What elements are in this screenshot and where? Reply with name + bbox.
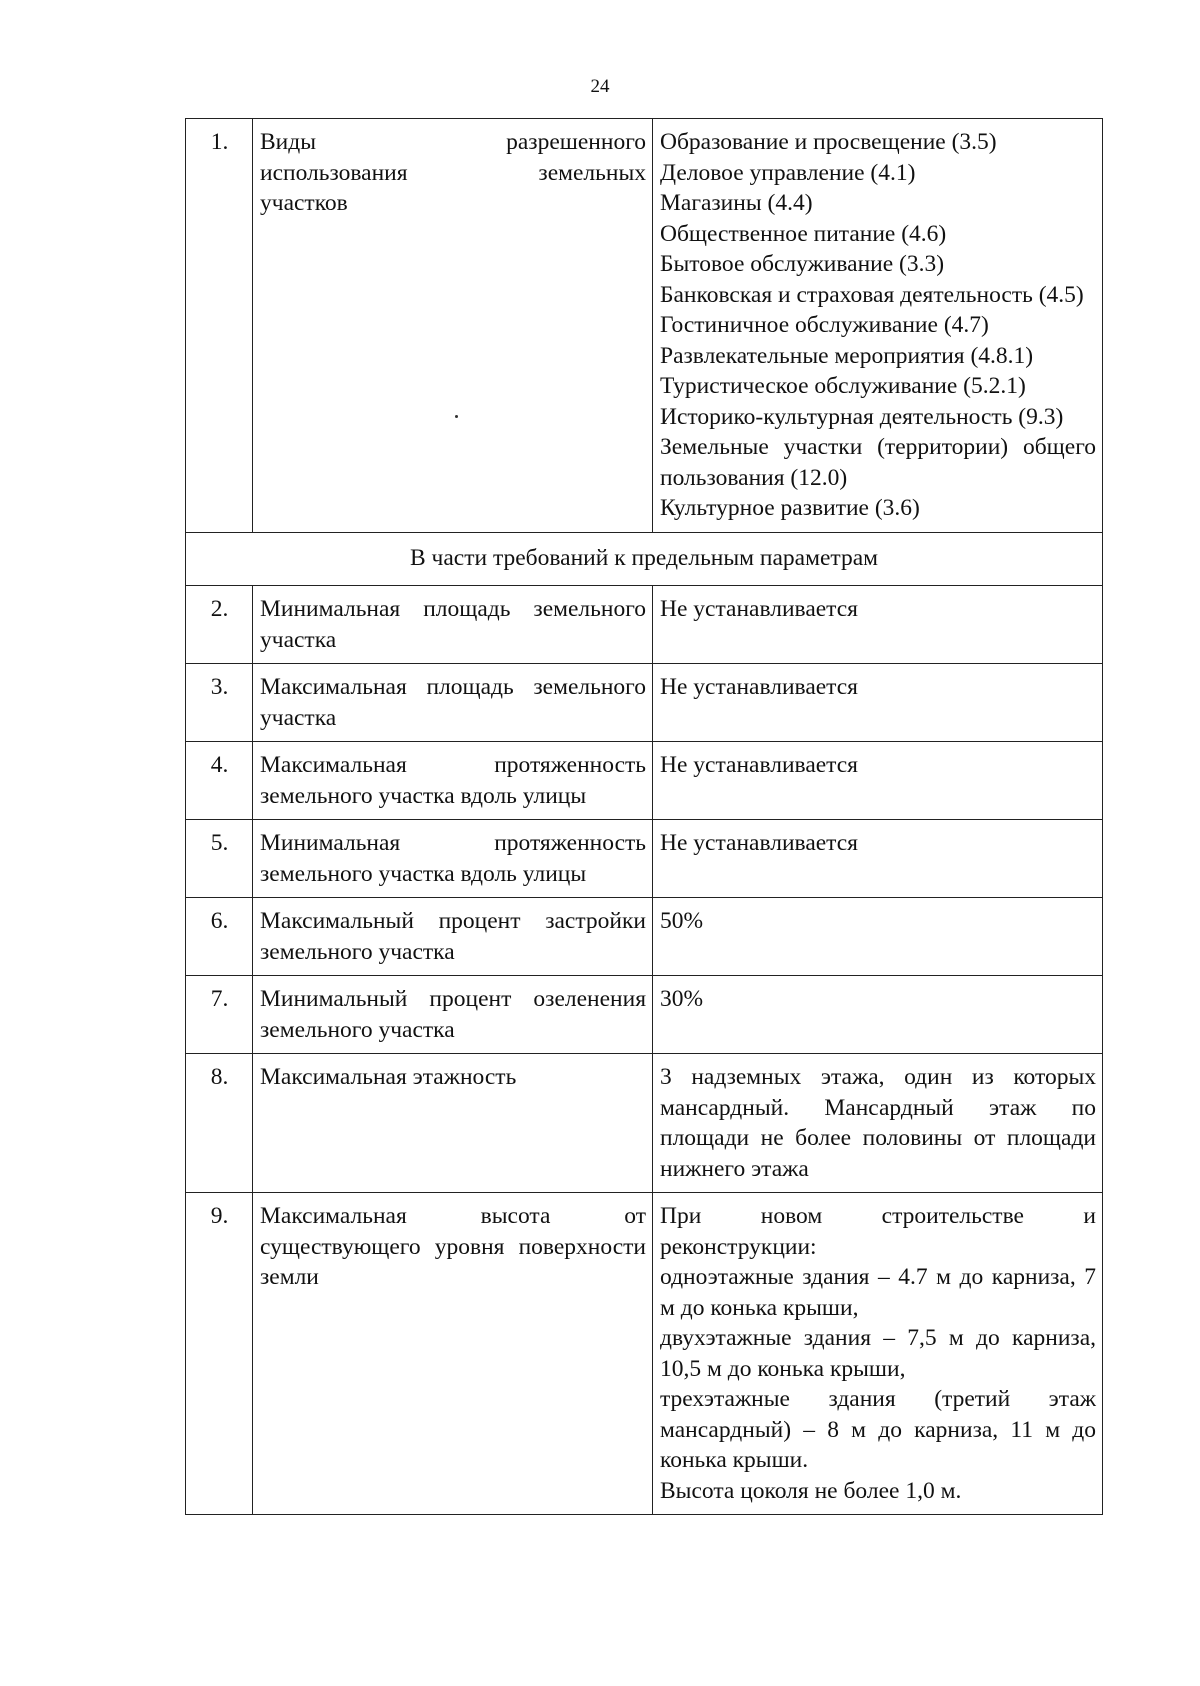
row-value: 50% [653, 898, 1103, 976]
scan-speck [455, 415, 458, 418]
row-parameter: Минимальный процент озеленения земельного участка [253, 976, 653, 1054]
permitted-use-item: Туристическое обслуживание (5.2.1) [660, 373, 1026, 399]
param-line: использования земельных [260, 159, 646, 186]
table-row [186, 820, 1103, 898]
value-paragraph: двухэтажные здания – 7,5 м до карниза, 10,5 м до конька крыши, [660, 1325, 1096, 1382]
table-row [186, 664, 1103, 742]
requirements-table [185, 118, 1103, 1515]
table-row [186, 1054, 1103, 1193]
row-number: 9. [186, 1193, 253, 1515]
row-parameter: Максимальная этажность [253, 1054, 653, 1193]
row-value: Не устанавливается [653, 742, 1103, 820]
table-row [186, 1193, 1103, 1515]
row-parameter: Максимальная высота от существующего уровня поверхности земли [253, 1193, 653, 1515]
row-parameter: Минимальная площадь земельного участка [253, 586, 653, 664]
row-number: 6. [186, 898, 253, 976]
permitted-use-item: Образование и просвещение (3.5) [660, 129, 997, 155]
param-line: Виды разрешенного [260, 129, 646, 155]
row-value: Не устанавливается [653, 820, 1103, 898]
value-paragraph: одноэтажные здания – 4.7 м до карниза, 7 м до конька крыши, [660, 1264, 1096, 1321]
permitted-use-item: Земельные участки (территории) общего пользования (12.0) [660, 434, 1096, 491]
value-paragraph: Высота цоколя не более 1,0 м. [660, 1477, 962, 1504]
row-parameter: Максимальная протяженность земельного участка вдоль улицы [253, 742, 653, 820]
param-line: участков [260, 190, 348, 216]
permitted-use-item: Банковская и страховая деятельность (4.5) [660, 281, 1084, 308]
row-parameter: Максимальная площадь земельного участка [253, 664, 653, 742]
row-number: 5. [186, 820, 253, 898]
value-paragraph: При новом строительстве и реконструкции: [660, 1203, 1096, 1260]
value-paragraph: трехэтажные здания (третий этаж мансардный) – 8 м до карниза, 11 м до конька крыши. [660, 1386, 1096, 1473]
row-value: 3 надземных этажа, один из которых мансардный. Мансардный этаж по площади не более половины от площади нижнего этажа [653, 1054, 1103, 1193]
permitted-use-item: Историко-культурная деятельность (9.3) [660, 403, 1064, 430]
page-number: 24 [590, 76, 610, 97]
row-value [653, 1193, 1103, 1515]
row-number: 8. [186, 1054, 253, 1193]
row-value [653, 119, 1103, 533]
row-parameter: Минимальная протяженность земельного участка вдоль улицы [253, 820, 653, 898]
permitted-use-item: Общественное питание (4.6) [660, 220, 947, 247]
row-value: Не устанавливается [653, 586, 1103, 664]
permitted-use-item: Гостиничное обслуживание (4.7) [660, 312, 989, 338]
row-value: Не устанавливается [653, 664, 1103, 742]
permitted-use-item: Деловое управление (4.1) [660, 159, 916, 186]
table-row [186, 898, 1103, 976]
row-number: 1. [186, 119, 253, 533]
row-parameter: Максимальный процент застройки земельного участка [253, 898, 653, 976]
table-row [186, 742, 1103, 820]
section-header-row [186, 532, 1103, 586]
permitted-use-item: Бытовое обслуживание (3.3) [660, 251, 945, 277]
section-header: В части требований к предельным параметрам [186, 532, 1103, 586]
row-number: 3. [186, 664, 253, 742]
table-row [186, 976, 1103, 1054]
row-number: 4. [186, 742, 253, 820]
permitted-use-item: Развлекательные мероприятия (4.8.1) [660, 342, 1034, 369]
table-row [186, 119, 1103, 533]
row-value: 30% [653, 976, 1103, 1054]
permitted-use-item: Культурное развитие (3.6) [660, 495, 920, 521]
row-number: 7. [186, 976, 253, 1054]
table-row [186, 586, 1103, 664]
row-number: 2. [186, 586, 253, 664]
permitted-use-item: Магазины (4.4) [660, 190, 813, 216]
row-parameter [253, 119, 653, 533]
